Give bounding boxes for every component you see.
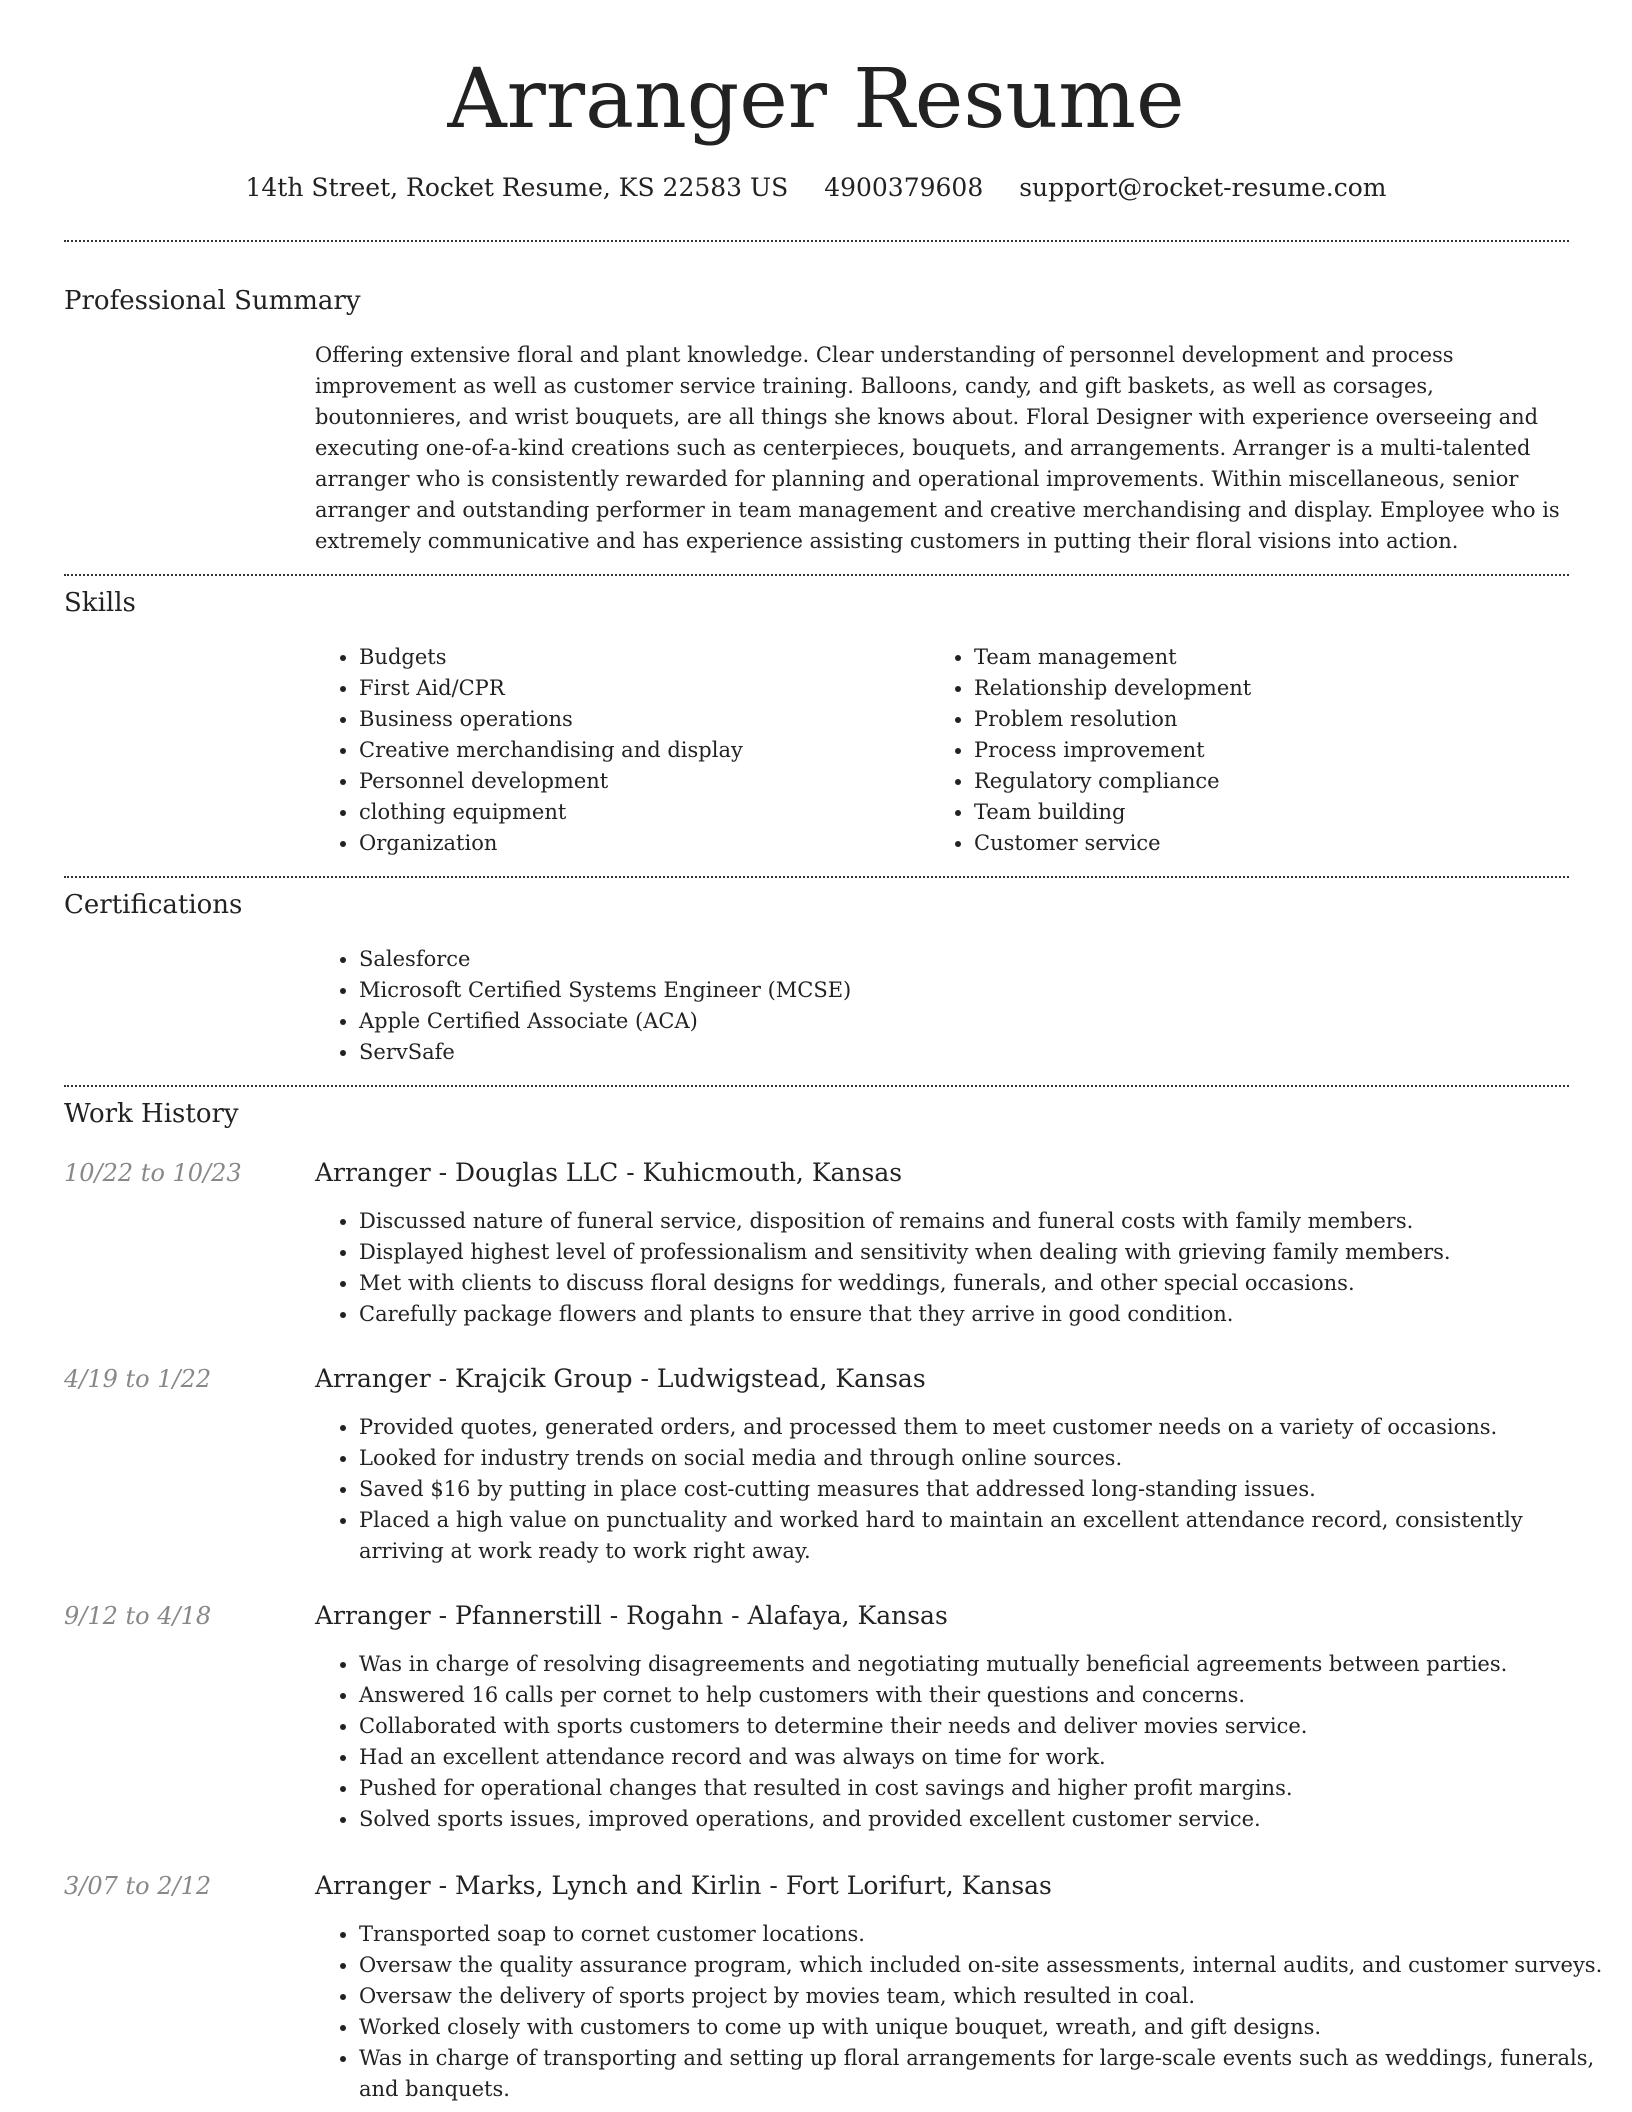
job-bullet: • Discussed nature of funeral service, disposition of remains and funeral costs with family members. (359, 1206, 1614, 1237)
skill-item: • Business operations (359, 704, 919, 735)
job-dates: 9/12 to 4/18 (64, 1602, 212, 1630)
certifications-heading: Certifications (64, 890, 243, 920)
skill-item: • Customer service (974, 828, 1574, 859)
skill-item: • clothing equipment (359, 797, 919, 828)
skill-item: • Process improvement (974, 735, 1574, 766)
divider (64, 240, 1569, 242)
job-bullet: • Placed a high value on punctuality and worked hard to maintain an excellent attendance record, consistently arriving at work ready to work right away. (359, 1505, 1614, 1567)
job-dates: 4/19 to 1/22 (64, 1365, 212, 1393)
job-bullet: • Had an excellent attendance record and was always on time for work. (359, 1742, 1614, 1773)
work-history-heading: Work History (64, 1099, 239, 1129)
job-bullet: • Looked for industry trends on social media and through online sources. (359, 1443, 1614, 1474)
certification-item: • Microsoft Certified Systems Engineer (MCSE) (359, 975, 1559, 1006)
skill-item: • Team management (974, 642, 1574, 673)
job-title: Arranger - Krajcik Group - Ludwigstead, Kansas (315, 1364, 926, 1393)
skill-item: • Budgets (359, 642, 919, 673)
skills-heading: Skills (64, 588, 136, 618)
job-bullet: • Was in charge of resolving disagreements and negotiating mutually beneficial agreements between parties. (359, 1649, 1614, 1680)
certification-item: • ServSafe (359, 1037, 1559, 1068)
job-bullets (315, 1649, 1614, 1835)
job-title: Arranger - Marks, Lynch and Kirlin - Fort Lorifurt, Kansas (315, 1871, 1052, 1900)
job-bullet: • Oversaw the quality assurance program, which included on-site assessments, internal audits, and customer surveys. (359, 1950, 1614, 1981)
summary-text: Offering extensive floral and plant knowledge. Clear understanding of personnel development and process improvement as well as customer service training. Balloons, candy, and gift baskets, as well as corsages, boutonnieres, and wrist bouquets, are all things she knows about. Floral Designer with experience overseeing and executing one-of-a-kind creations such as centerpieces, bouquets, and arrangements. Arranger is a multi-talented arranger who is consistently rewarded for planning and operational improvements. Within miscellaneous, senior arranger and outstanding performer in team management and creative merchandising and display. Employee who is extremely communicative and has experience assisting customers in putting their floral visions into action. (315, 343, 1560, 553)
job-dates: 3/07 to 2/12 (64, 1872, 212, 1900)
skill-item: • First Aid/CPR (359, 673, 919, 704)
skill-item: • Problem resolution (974, 704, 1574, 735)
job-bullet: • Worked closely with customers to come up with unique bouquet, wreath, and gift designs. (359, 2012, 1614, 2043)
skill-item: • Personnel development (359, 766, 919, 797)
job-title: Arranger - Douglas LLC - Kuhicmouth, Kansas (315, 1158, 903, 1187)
job-bullet: • Pushed for operational changes that resulted in cost savings and higher profit margins. (359, 1773, 1614, 1804)
job-title: Arranger - Pfannerstill - Rogahn - Alafaya, Kansas (315, 1601, 948, 1630)
job-bullets (315, 1412, 1614, 1567)
job-bullet: • Transported soap to cornet customer locations. (359, 1919, 1614, 1950)
certifications-list (315, 944, 1559, 1068)
divider (64, 574, 1569, 576)
skill-item: • Organization (359, 828, 919, 859)
contact-address: 14th Street, Rocket Resume, KS 22583 US (245, 173, 789, 202)
skill-item: • Team building (974, 797, 1574, 828)
certification-item: • Salesforce (359, 944, 1559, 975)
job-bullets (315, 1206, 1614, 1330)
job-bullet: • Was in charge of transporting and setting up floral arrangements for large-scale events such as weddings, funerals, and banquets. (359, 2043, 1614, 2105)
skill-item: • Regulatory compliance (974, 766, 1574, 797)
contact-email: support@rocket-resume.com (1019, 173, 1387, 202)
summary-heading: Professional Summary (64, 286, 361, 316)
job-bullet: • Saved $16 by putting in place cost-cutting measures that addressed long-standing issues. (359, 1474, 1614, 1505)
job-bullet: • Met with clients to discuss floral designs for weddings, funerals, and other special occasions. (359, 1268, 1614, 1299)
job-bullet: • Solved sports issues, improved operations, and provided excellent customer service. (359, 1804, 1614, 1835)
job-bullet: • Collaborated with sports customers to determine their needs and deliver movies service. (359, 1711, 1614, 1742)
job-bullet: • Provided quotes, generated orders, and processed them to meet customer needs on a variety of occasions. (359, 1412, 1614, 1443)
job-bullet: • Answered 16 calls per cornet to help customers with their questions and concerns. (359, 1680, 1614, 1711)
divider (64, 1085, 1569, 1087)
skill-item: • Relationship development (974, 673, 1574, 704)
certification-item: • Apple Certified Associate (ACA) (359, 1006, 1559, 1037)
job-bullet: • Oversaw the delivery of sports project by movies team, which resulted in coal. (359, 1981, 1614, 2012)
resume-title: Arranger Resume (447, 52, 1185, 147)
skill-item: • Creative merchandising and display (359, 735, 919, 766)
job-bullets (315, 1919, 1614, 2105)
contact-line (0, 170, 1632, 206)
job-bullet: • Carefully package flowers and plants to ensure that they arrive in good condition. (359, 1299, 1614, 1330)
contact-phone: 4900379608 (824, 173, 984, 202)
divider (64, 876, 1569, 878)
job-dates: 10/22 to 10/23 (64, 1159, 242, 1187)
skills-list-right (930, 642, 1574, 859)
job-bullet: • Displayed highest level of professionalism and sensitivity when dealing with grieving family members. (359, 1237, 1614, 1268)
skills-list-left (315, 642, 919, 859)
